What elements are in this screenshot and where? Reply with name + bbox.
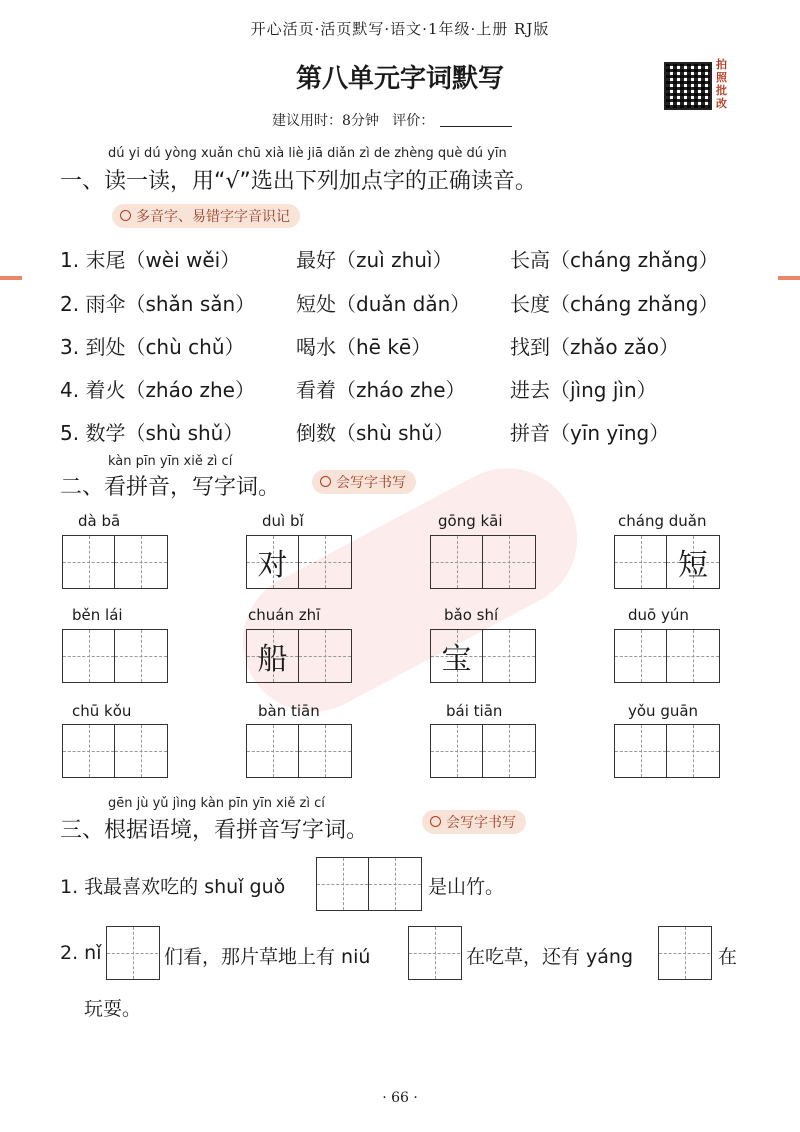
side-marker-right [778, 276, 800, 280]
sentence2-part-e: 玩耍。 [84, 998, 142, 1020]
sentence1-suffix: 是山竹。 [428, 876, 505, 898]
s1-row-2-col-1[interactable]: 2. 雨伞（shǎn sǎn） [60, 292, 256, 316]
section3-tag [422, 810, 526, 834]
word-pinyin: dà bā [78, 512, 121, 530]
writing-box[interactable] [62, 629, 168, 683]
word-pinyin: gōng kāi [438, 512, 503, 530]
sentence2-part-a: 2. nǐ [60, 942, 102, 964]
writing-box[interactable] [430, 724, 536, 778]
section1-title-text: 读一读，用“√”选出下列加点字的正确读音。 [104, 169, 537, 194]
writing-box[interactable] [614, 629, 720, 683]
writing-box[interactable] [614, 724, 720, 778]
word-pinyin: bái tiān [446, 702, 503, 720]
s1-row-4-col-3[interactable]: 进去（jìng jìn） [510, 378, 657, 402]
word-pinyin: duō yún [628, 606, 689, 624]
qr-label: 拍照批改 [716, 58, 727, 110]
writing-box[interactable]: 短 [614, 535, 720, 589]
s1-row-3-col-2[interactable]: 喝水（hē kē） [296, 335, 432, 359]
word-pinyin: bǎo shí [444, 606, 499, 624]
s1-row-1-col-3[interactable]: 长高（cháng zhǎng） [510, 248, 719, 272]
tag-dot-icon [320, 476, 331, 487]
s1-row-4-col-2[interactable]: 看着（zháo zhe） [296, 378, 466, 402]
s1-row-2-col-2[interactable]: 短处（duǎn dǎn） [296, 292, 471, 316]
section2-pinyin: kàn pīn yīn xiě zì cí [108, 454, 233, 469]
sentence2-part-d: 在 [718, 946, 738, 968]
side-marker-left [0, 276, 22, 280]
section1-tag-text: 多音字、易错字字音识记 [136, 209, 290, 225]
meta-line [272, 110, 512, 130]
s1-row-2-col-3[interactable]: 长度（cháng zhǎng） [510, 292, 719, 316]
sentence2-part-c: 在吃草，还有 yáng [466, 946, 634, 968]
s1-row-5-col-3[interactable]: 拼音（yīn yīng） [510, 421, 670, 445]
s1-row-4-col-1[interactable]: 4. 着火（zháo zhe） [60, 378, 255, 402]
s1-row-5-col-1[interactable]: 5. 数学（shù shǔ） [60, 421, 244, 445]
section3-title: 三、根据语境，看拼音写字词。 [60, 818, 369, 843]
word-pinyin: chuán zhī [248, 606, 321, 624]
word-pinyin: duì bǐ [262, 512, 304, 530]
section3-pinyin: gēn jù yǔ jìng kàn pīn yīn xiě zì cí [108, 796, 325, 811]
word-pinyin: bàn tiān [258, 702, 320, 720]
s1-row-1-col-1[interactable]: 1. 末尾（wèi wěi） [60, 248, 241, 272]
s1-row-3-col-1[interactable]: 3. 到处（chù chǔ） [60, 335, 245, 359]
section3-tag-text: 会写字书写 [446, 815, 516, 831]
section1-pinyin: dú yi dú yòng xuǎn chū xià liè jiā diǎn zì de zhèng què dú yīn [108, 146, 507, 161]
page-number: · 66 · [382, 1090, 418, 1106]
word-pinyin: yǒu guān [628, 702, 699, 720]
word-pinyin: cháng duǎn [618, 512, 707, 530]
word-pinyin: chū kǒu [72, 702, 132, 720]
writing-box[interactable]: 对 [246, 535, 352, 589]
section2-tag [312, 470, 416, 494]
section1-title-prefix: 一、 [60, 169, 105, 194]
s1-row-5-col-2[interactable]: 倒数（shù shǔ） [296, 421, 454, 445]
s1-row-1-col-2[interactable]: 最好（zuì zhuì） [296, 248, 453, 272]
eval-blank[interactable] [440, 126, 512, 127]
writing-box[interactable] [106, 926, 160, 980]
section1-title [60, 164, 537, 195]
section2-title: 二、看拼音，写字词。 [60, 475, 281, 500]
s1-row-3-col-3[interactable]: 找到（zhǎo zǎo） [510, 335, 680, 359]
writing-box[interactable] [62, 724, 168, 778]
writing-box[interactable]: 船 [246, 629, 352, 683]
writing-box[interactable] [658, 926, 712, 980]
section1-tag [112, 204, 300, 228]
writing-box[interactable] [316, 857, 422, 911]
sentence2-part-b: 们看，那片草地上有 niú [164, 946, 371, 968]
time-label: 建议用时：8分钟 [272, 113, 379, 129]
writing-box[interactable] [62, 535, 168, 589]
eval-label: 评价： [392, 113, 435, 129]
writing-box[interactable] [430, 535, 536, 589]
word-pinyin: běn lái [72, 606, 123, 624]
section2-tag-text: 会写字书写 [336, 475, 406, 491]
page-title: 第八单元字词默写 [295, 64, 504, 94]
page-header: 开心活页·活页默写·语文·1年级·上册 RJ版 [250, 20, 550, 38]
writing-box[interactable]: 宝 [430, 629, 536, 683]
sentence1-prefix: 1. 我最喜欢吃的 shuǐ guǒ [60, 876, 286, 898]
writing-box[interactable] [408, 926, 462, 980]
qr-code-icon[interactable] [664, 62, 712, 110]
tag-dot-icon [120, 210, 131, 221]
writing-box[interactable] [246, 724, 352, 778]
tag-dot-icon [430, 816, 441, 827]
